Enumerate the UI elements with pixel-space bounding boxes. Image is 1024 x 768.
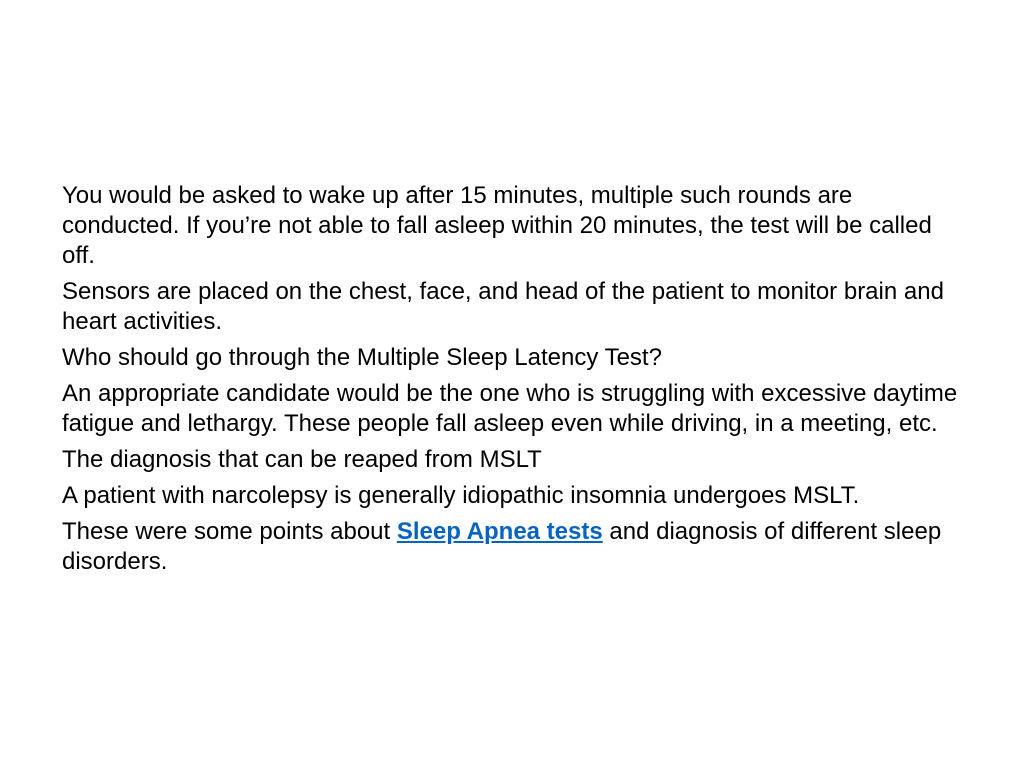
paragraph-who-should-test: Who should go through the Multiple Sleep Latency Test? <box>62 344 662 371</box>
paragraph-candidate: An appropriate candidate would be the one who is struggling with excessive daytime fatigue and lethargy. These people fall asleep even while driving, in a meeting, etc. <box>62 380 958 437</box>
slide-body <box>62 181 962 583</box>
paragraph-diagnosis: The diagnosis that can be reaped from MSLT <box>62 446 542 473</box>
conclusion-text-after: and diagnosis of different sleep disorders. <box>62 518 942 575</box>
paragraph-wake-up-rounds: You would be asked to wake up after 15 minutes, multiple such rounds are conducted. If you’re not able to fall asleep within 20 minutes, the test will be called off. <box>62 182 932 269</box>
paragraph-narcolepsy: A patient with narcolepsy is generally idiopathic insomnia undergoes MSLT. <box>62 482 860 509</box>
conclusion-text-before: These were some points about <box>62 518 397 545</box>
sleep-apnea-tests-link[interactable]: Sleep Apnea tests <box>396 518 603 545</box>
paragraph-sensors: Sensors are placed on the chest, face, and head of the patient to monitor brain and heart activities. <box>62 278 944 335</box>
paragraph-conclusion <box>62 517 962 577</box>
